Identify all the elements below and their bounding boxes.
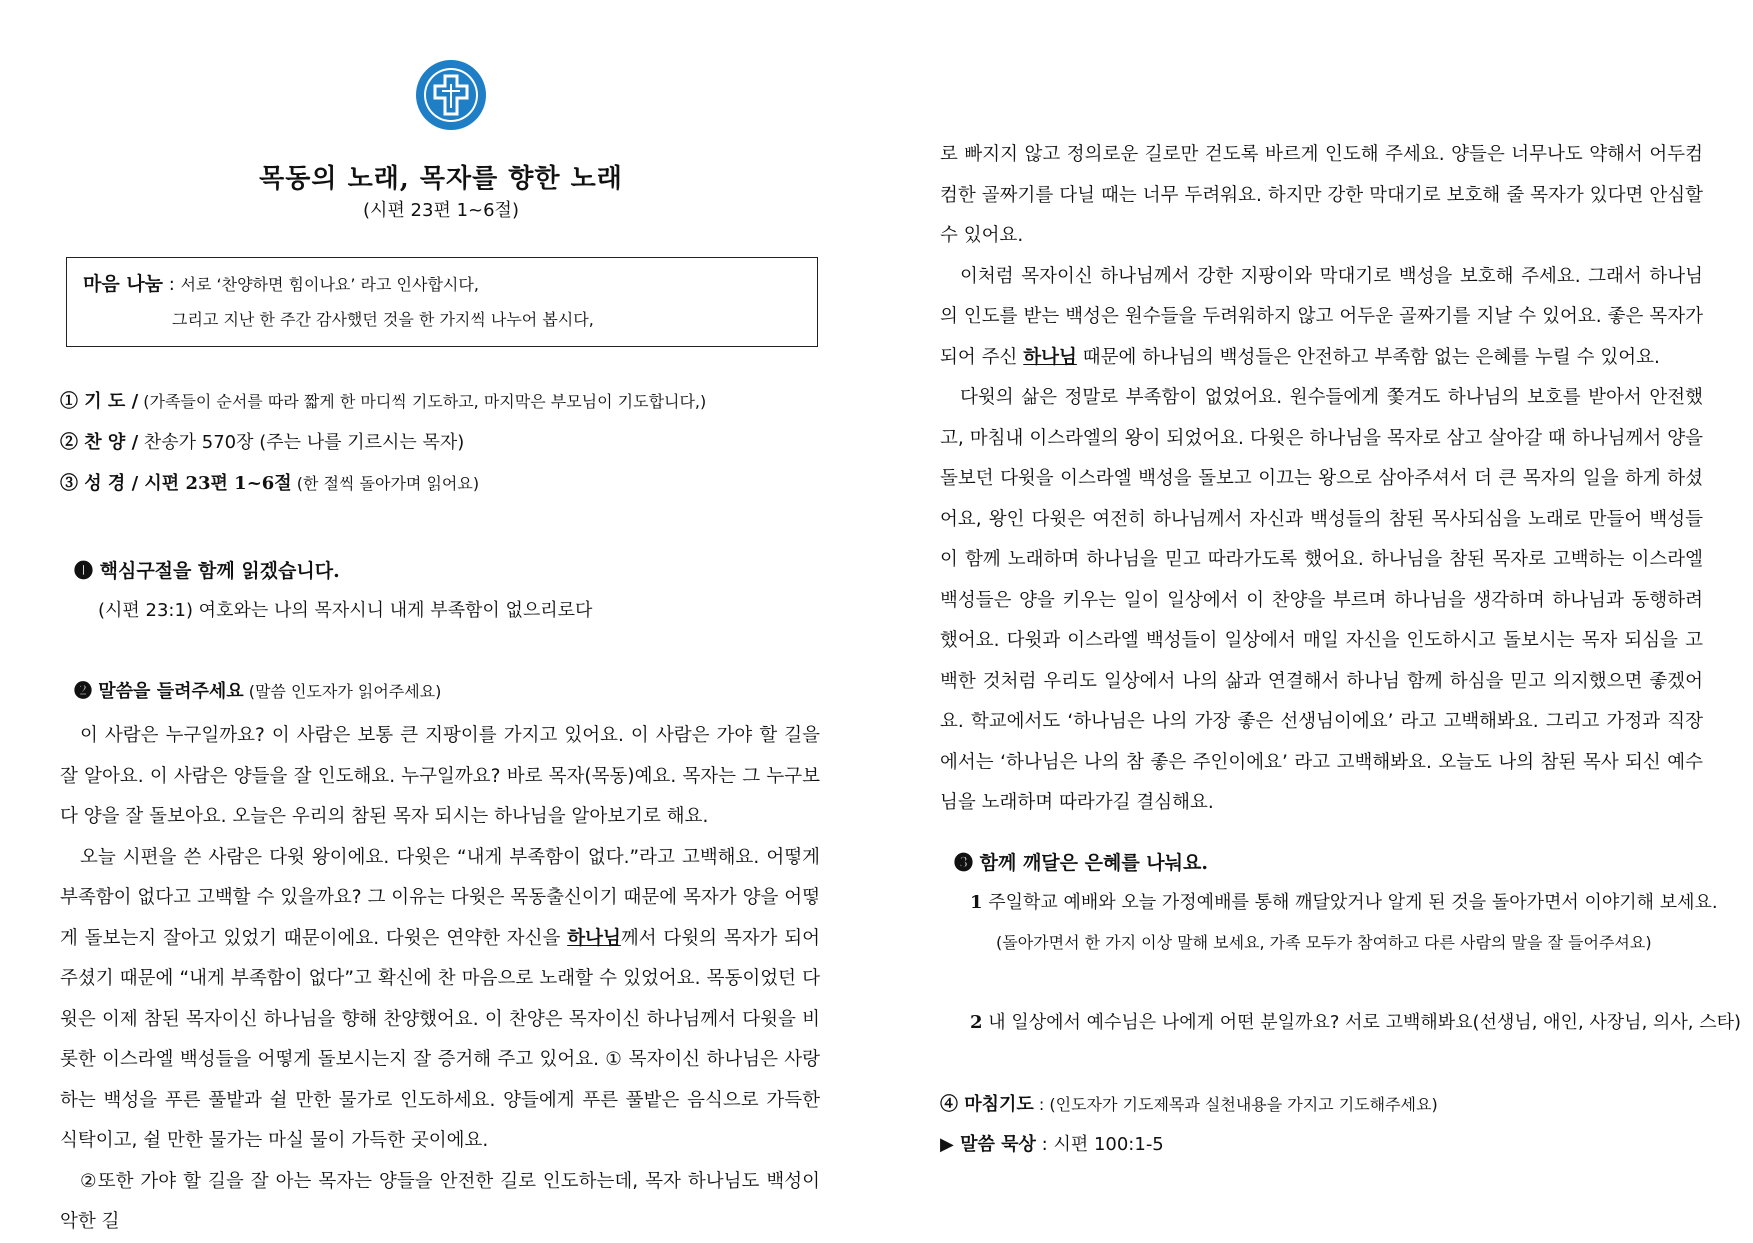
share-label: 마음 나눔 [83,273,164,295]
order-prayer: ① 기 도 / (가족들이 순서를 따라 짧게 한 마디씩 기도하고, 마지막은 부모님이 기도합니다,) [60,391,707,412]
right-p3: 다윗의 삶은 정말로 부족함이 없었어요. 원수들에게 쫓겨도 하나님의 보호를 받아서 안전했고, 마침내 이스라엘의 왕이 되었어요. 다윗은 하나님을 목자로 삼고 살아갈 때 하나님께서 양을 돌보던 다윗을 이스라엘 백성을 돌보고 이끄는 왕으로 삼아주셔서 더 큰 목자의 일을 하게 하셨어요, 왕인 다윗은 여전히 하나님께서 자신과 백성들의 참된 목사되심을 노래로 만들어 백성들이 함께 노래하며 하나님을 믿고 따라가도록 했어요. 하나님을 참된 목자로 고백하는 이스라엘 백성들은 양을 키우는 일이 일상에서 이 찬양을 부르며 하나님을 생각하며 하나님과 동행하려 했어요. 다윗과 이스라엘 백성들이 일상에서 매일 자신을 인도하시고 돌보시는 목자 되심을 고백한 것처럼 우리도 일상에서 나의 삶과 연결해서 하나님 함께 하심을 믿고 의지했으면 좋겠어요. 학교에서도 ‘하나님은 나의 가장 좋은 선생님이에요’ 라고 고백해봐요. 그리고 가정과 직장에서는 ‘하나님은 나의 참 좋은 주인이에요’ 라고 고백해봐요. 오늘도 나의 참된 목사 되신 예수님을 노래하며 따라가길 결심해요. [940,387,1703,813]
church-logo [414,58,488,132]
page-subtitle: (시편 23편 1~6절) [363,200,519,221]
share-line-2: 그리고 지난 한 주간 감사했던 것을 한 가지씩 나누어 봅시다, [172,310,594,329]
question-1-note: (돌아가면서 한 가지 이상 말해 보세요, 가족 모두가 참여하고 다른 사람의 말을 잘 들어주셔요) [996,933,1652,952]
section2-body [60,716,820,1243]
meditation: ▶ 말씀 묵상 : 시편 100:1-5 [940,1134,1164,1155]
page-title: 목동의 노래, 목자를 향한 노래 [259,164,623,194]
section1-heading: ❶ 핵심구절을 함께 읽겠습니다. [74,560,340,582]
order-scripture: ③ 성 경 / 시편 23편 1~6절 (한 절씩 돌아가며 읽어요) [60,473,480,494]
right-body [940,135,1703,824]
section3-heading: ❸ 함께 깨달은 은혜를 나눠요. [954,852,1208,874]
question-2: 2 내 일상에서 예수님은 나에게 어떤 분일까요? 서로 고백해봐요(선생님, 애인, 사장님, 의사, 스타) [970,1012,1742,1033]
right-p1: 로 빠지지 않고 정의로운 길로만 걷도록 바르게 인도해 주세요. 양들은 너무나도 약해서 어두컴컴한 골짜기를 다닐 때는 너무 두려워요. 하지만 강한 막대기로 보호해 줄 목자가 있다면 안심할 수 있어요. [940,144,1703,246]
right-p2: 이처럼 목자이신 하나님께서 강한 지팡이와 막대기로 백성을 보호해 주세요. 그래서 하나님의 인도를 받는 백성은 원수들을 두려워하지 않고 어두운 골짜기를 지날 수 있어요. 좋은 목자가 되어 주신 하나님 때문에 하나님의 백성들은 안전하고 부족함 없는 은혜를 누릴 수 있어요. [940,265,1703,368]
section1-verse: (시편 23:1) 여호와는 나의 목자시니 내게 부족함이 없으리로다 [98,600,593,621]
section2-heading: ❷ 말씀을 들려주세요 (말씀 인도자가 읽어주세요) [74,681,442,702]
section2-p2: 오늘 시편을 쓴 사람은 다윗 왕이에요. 다윗은 “내게 부족함이 없다.”라고 고백해요. 어떻게 부족함이 없다고 고백할 수 있을까요? 그 이유는 다윗은 목동출신이기 때문에 목자가 양을 어떻게 돌보는지 잘아고 있었기 때문이에요. 다윗은 연약한 자신을 하나님께서 다윗의 목자가 되어 주셨기 때문에 “내게 부족함이 없다”고 확신에 찬 마음으로 노래할 수 있었어요. 목동이었던 다윗은 이제 참된 목자이신 하나님을 향해 찬양했어요. 이 찬양은 목자이신 하나님께서 다윗을 비롯한 이스라엘 백성들을 어떻게 돌보시는지 잘 증거해 주고 있어요. ① 목자이신 하나님은 사랑하는 백성을 푸른 풀밭과 쉴 만한 물가로 인도하세요. 양들에게 푸른 풀밭은 음식으로 가득한 식탁이고, 쉴 만한 물가는 마실 물이 가득한 곳이에요. [60,846,820,1151]
order-hymn: ② 찬 양 / 찬송가 570장 (주는 나를 기르시는 목자) [60,432,465,453]
section2-p3: ②또한 가야 할 길을 잘 아는 목자는 양들을 안전한 길로 인도하는데, 목자 하나님도 백성이 악한 길 [60,1170,820,1232]
share-line-1: 마음 나눔 : 서로 ‘찬양하면 힘이나요’ 라고 인사합시다, [83,273,479,295]
closing-prayer: ④ 마침기도 : (인도자가 기도제목과 실천내용을 가지고 기도해주세요) [940,1094,1438,1115]
section2-p1: 이 사람은 누구일까요? 이 사람은 보통 큰 지팡이를 가지고 있어요. 이 사람은 가야 할 길을 잘 알아요. 이 사람은 양들을 잘 인도해요. 누구일까요? 바로 목자(목동)예요. 목자는 그 누구보다 양을 잘 돌보아요. 오늘은 우리의 참된 목자 되시는 하나님을 알아보기로 해요. [60,725,820,827]
question-1: 1 주일학교 예배와 오늘 가정예배를 통해 깨달았거나 알게 된 것을 돌아가면서 이야기해 보세요. [970,892,1718,913]
